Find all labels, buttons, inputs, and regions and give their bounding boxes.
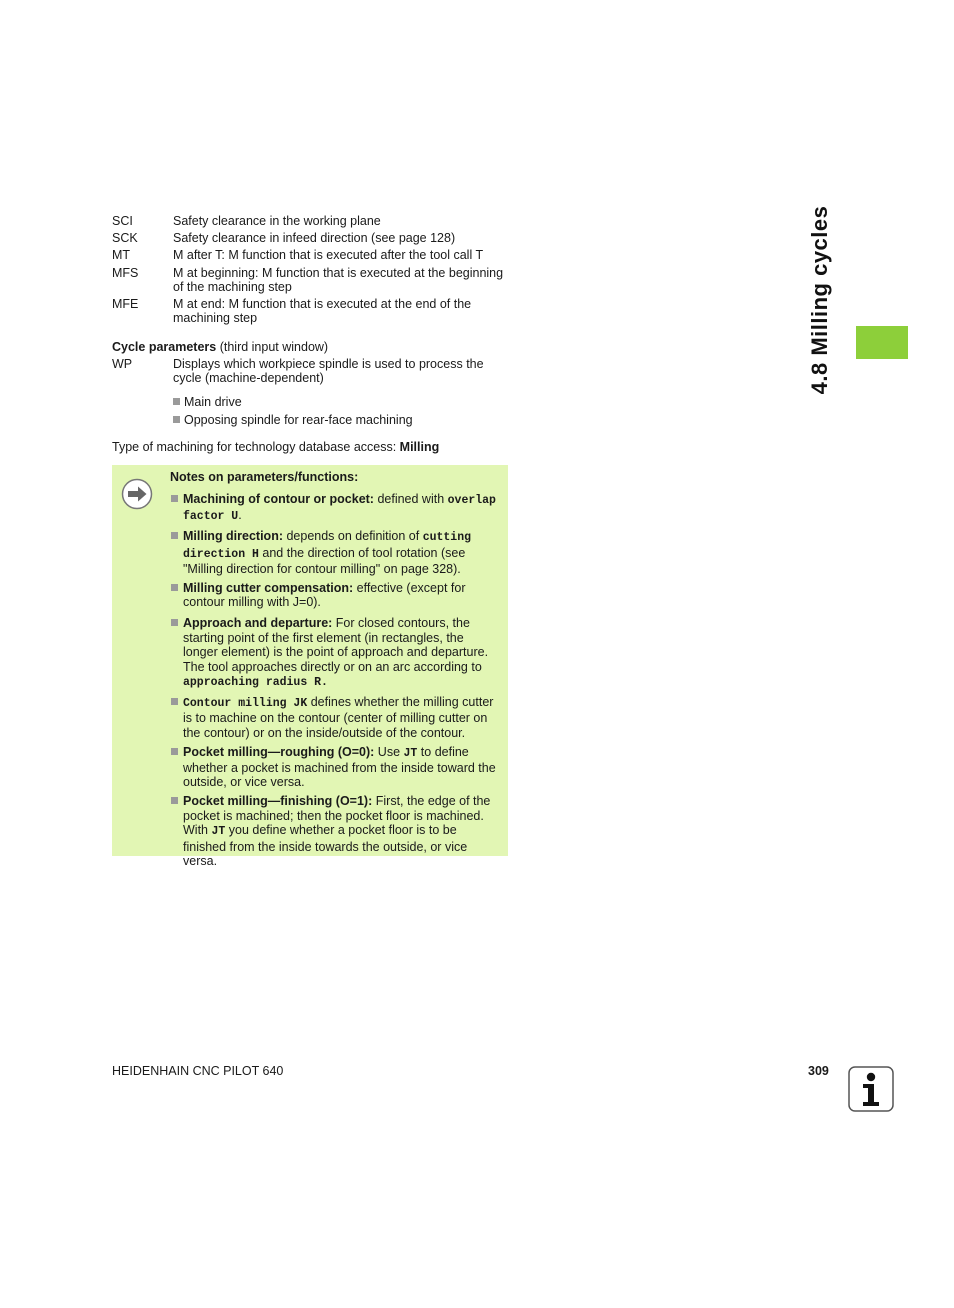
param-key: WP — [112, 357, 133, 371]
note-item — [170, 492, 500, 525]
cycle-params-heading-bold: Cycle parameters — [112, 340, 217, 354]
note-bold: Milling cutter compensation: — [183, 581, 354, 596]
option-item — [173, 413, 413, 427]
param-desc: M after T: M function that is executed after the tool call T — [173, 248, 484, 262]
bullet-square-icon — [171, 698, 178, 705]
param-desc: Displays which workpiece spindle is used to process the cycle (machine-dependent) — [173, 357, 484, 385]
note-bold: Pocket milling—roughing (O=0): — [183, 744, 375, 759]
note-text-end: defines whether the milling cutter is to machine on the contour (center of milling cutter on the contour) or on the inside/outside of the contour. — [183, 694, 494, 740]
page-number: 309 — [808, 1064, 829, 1078]
notes-heading: Notes on parameters/functions: — [170, 470, 359, 484]
note-item — [170, 794, 500, 868]
bullet-square-icon — [171, 532, 178, 539]
note-item — [170, 529, 500, 576]
param-key: MFS — [112, 266, 139, 280]
param-key: SCI — [112, 214, 133, 228]
param-key: SCK — [112, 231, 138, 245]
note-code: overlap factor U — [183, 494, 496, 524]
note-code: approaching radius R. — [183, 675, 328, 689]
param-desc: Safety clearance in infeed direction (see page 128) — [173, 231, 456, 245]
bullet-square-icon — [173, 416, 180, 423]
param-key: MFE — [112, 297, 139, 311]
notes-list — [170, 492, 500, 873]
technology-line-text: Type of machining for technology database access: — [112, 440, 400, 454]
note-text: First, the edge of the pocket is machined; then the pocket floor is machined. With — [183, 794, 491, 838]
note-text: depends on definition of — [283, 529, 423, 544]
bullet-square-icon — [171, 495, 178, 502]
note-text: defined with — [373, 492, 448, 506]
note-bold: Machining of contour or pocket: — [183, 492, 374, 506]
technology-line — [112, 440, 439, 454]
option-label: Main drive — [184, 395, 242, 409]
note-item — [170, 581, 500, 612]
option-label: Opposing spindle for rear-face machining — [184, 413, 413, 427]
param-desc: Safety clearance in the working plane — [173, 214, 381, 228]
note-item — [170, 616, 500, 690]
bullet-square-icon — [171, 748, 178, 755]
note-bold: Approach and departure: — [183, 616, 333, 631]
note-code: cutting direction H — [183, 531, 472, 561]
arrow-right-icon — [121, 478, 153, 510]
param-desc: M at beginning: M function that is executed at the beginning of the machining step — [173, 266, 504, 294]
param-desc: M at end: M function that is executed at the end of the machining step — [173, 297, 472, 325]
note-text-end: to define whether a pocket is machined from the inside toward the outside, or vice versa. — [183, 744, 496, 790]
note-text: effective (except for contour milling with J=0). — [183, 581, 466, 610]
bullet-square-icon — [171, 797, 178, 804]
note-text-end: you define whether a pocket floor is to be finished from the inside towards the outside, or vice versa. — [183, 823, 468, 868]
chapter-accent-bar — [856, 326, 908, 359]
cycle-params-heading — [112, 340, 328, 354]
note-item — [170, 745, 500, 790]
note-text: Use — [374, 744, 404, 759]
note-bold: Milling direction: — [183, 529, 283, 544]
param-key: MT — [112, 248, 131, 262]
note-text-end: . — [238, 508, 242, 523]
note-bold: Pocket milling—finishing (O=1): — [183, 794, 373, 809]
technology-line-bold: Milling — [399, 440, 440, 454]
note-text: For closed contours, the starting point of the first element (in rectangles, the longer element) is the point of approach and departure. The tool approaches directly or on an arc according to — [183, 616, 489, 674]
bullet-square-icon — [171, 619, 178, 626]
cycle-params-heading-rest: (third input window) — [216, 340, 329, 354]
note-code: JT — [211, 825, 226, 839]
bullet-square-icon — [173, 398, 180, 405]
option-item — [173, 395, 242, 409]
note-code: Contour milling JK — [183, 696, 308, 710]
note-text-end: and the direction of tool rotation (see "Milling direction for contour milling" on page 328). — [183, 545, 466, 577]
footer-product: HEIDENHAIN CNC PILOT 640 — [112, 1064, 284, 1078]
chapter-title: 4.8 Milling cycles — [807, 205, 832, 395]
info-icon — [848, 1066, 894, 1112]
note-item — [170, 695, 500, 740]
bullet-square-icon — [171, 584, 178, 591]
note-code: JT — [403, 746, 418, 760]
